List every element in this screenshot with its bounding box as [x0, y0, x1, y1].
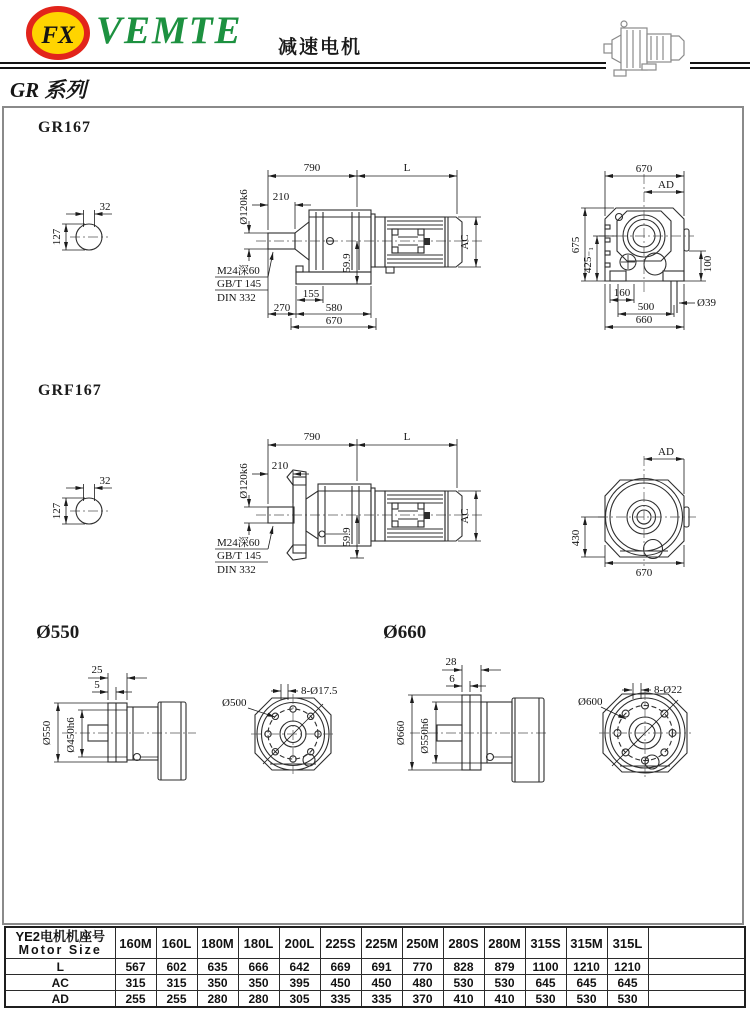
gr167-side-view — [215, 162, 484, 330]
table-cell: 645 — [607, 975, 648, 991]
table-cell: 255 — [115, 991, 156, 1008]
dim-label: 430 — [570, 529, 582, 547]
table-cell: 530 — [525, 991, 566, 1008]
dim-label: L — [403, 162, 411, 174]
table-cell: 350 — [197, 975, 238, 991]
table-cell: 879 — [484, 959, 525, 975]
column-header: 225M — [361, 927, 402, 959]
dim-label: 790 — [303, 162, 321, 174]
table-cell: 305 — [279, 991, 320, 1008]
series-label: GR 系列 — [10, 78, 87, 102]
standard-note: GB/T 145 — [217, 278, 262, 290]
dim-label: AC — [459, 508, 471, 524]
table-cell: 370 — [402, 991, 443, 1008]
grf167-rear-view — [570, 446, 696, 579]
dim-label: 100 — [702, 255, 714, 273]
table-cell: 410 — [484, 991, 525, 1008]
doc-title: 减速电机 — [278, 37, 363, 58]
column-header: 225S — [320, 927, 361, 959]
empty-cell — [648, 927, 745, 959]
column-header: 160M — [115, 927, 156, 959]
table-cell: 1210 — [566, 959, 607, 975]
motor-size-header — [5, 927, 115, 959]
table-row — [5, 991, 745, 1008]
dim-label: Ø600 — [578, 696, 603, 708]
f550-face-view — [222, 684, 338, 774]
dim-label: Ø660 — [395, 720, 407, 746]
table-cell: 1210 — [607, 959, 648, 975]
table-cell: 645 — [525, 975, 566, 991]
column-header: 280M — [484, 927, 525, 959]
dim-label: 580 — [325, 302, 343, 314]
column-header: 315S — [525, 927, 566, 959]
column-header: 160L — [156, 927, 197, 959]
column-header: 200L — [279, 927, 320, 959]
table-cell: 335 — [361, 991, 402, 1008]
dim-label: AD — [658, 446, 674, 458]
logo-monogram: FX — [41, 22, 75, 49]
dim-label: 670 — [635, 163, 653, 175]
dim-label: Ø550 — [41, 720, 53, 746]
table-cell: 335 — [320, 991, 361, 1008]
dim-label: L — [403, 431, 411, 443]
row-label: AC — [5, 975, 115, 991]
table-cell: 567 — [115, 959, 156, 975]
section-title-f660: Ø660 — [383, 622, 427, 643]
table-cell: 1100 — [525, 959, 566, 975]
table-cell: 480 — [402, 975, 443, 991]
dim-label: 59.9 — [341, 527, 353, 547]
table-cell: 395 — [279, 975, 320, 991]
dim-label: 500 — [637, 301, 655, 313]
column-header: 315L — [607, 927, 648, 959]
table-cell: 530 — [566, 991, 607, 1008]
table-cell: 642 — [279, 959, 320, 975]
section-title-gr167: GR167 — [38, 119, 91, 136]
table-cell: 315 — [115, 975, 156, 991]
f660-side-view — [395, 656, 548, 782]
dim-label: AD — [658, 179, 674, 191]
standard-note: DIN 332 — [217, 292, 256, 304]
dim-label: 6 — [449, 673, 455, 685]
dim-label: 8-Ø17.5 — [301, 685, 338, 697]
table-cell: 602 — [156, 959, 197, 975]
row-label: AD — [5, 991, 115, 1008]
dim-label: 675 — [570, 236, 582, 254]
motor-size-table — [4, 926, 746, 1008]
table-cell: 691 — [361, 959, 402, 975]
table-cell: 410 — [443, 991, 484, 1008]
column-header: 280S — [443, 927, 484, 959]
dim-label: 127 — [51, 228, 63, 246]
dim-label: Ø500 — [222, 697, 247, 709]
table-cell: 645 — [566, 975, 607, 991]
header-cn: YE2电机机座号 — [15, 928, 106, 944]
f660-face-view — [578, 683, 691, 778]
table-cell: 280 — [197, 991, 238, 1008]
dim-label: 160 — [613, 287, 631, 299]
dim-label: 790 — [303, 431, 321, 443]
grf167-shaft-section — [51, 475, 112, 524]
dim-label: 210 — [271, 460, 289, 472]
dim-label: 270 — [273, 302, 291, 314]
table-cell: 280 — [238, 991, 279, 1008]
dim-label: 25 — [91, 664, 103, 676]
empty-cell — [648, 959, 745, 975]
dim-label: 670 — [635, 567, 653, 579]
dim-label: 670 — [325, 315, 343, 327]
empty-cell — [648, 975, 745, 991]
dim-label: AC — [459, 234, 471, 250]
grf167-side-view — [215, 431, 484, 576]
gr167-shaft-section — [51, 201, 112, 250]
dim-label: 425₋₁ — [582, 246, 594, 274]
dim-label: 660 — [635, 314, 653, 326]
dim-label: 32 — [99, 201, 111, 213]
dim-label: 127 — [51, 502, 63, 520]
dim-label: 5 — [94, 679, 100, 691]
table-cell: 635 — [197, 959, 238, 975]
table-cell: 255 — [156, 991, 197, 1008]
dim-label: Ø550h6 — [419, 718, 431, 754]
dim-label: Ø450h6 — [65, 717, 77, 753]
table-cell: 530 — [443, 975, 484, 991]
table-cell: 530 — [607, 991, 648, 1008]
section-title-f550: Ø550 — [36, 622, 80, 643]
brand-name: VEMTE — [96, 9, 243, 52]
dim-label: 210 — [272, 191, 290, 203]
dim-label: Ø120k6 — [238, 189, 250, 225]
table-cell: 770 — [402, 959, 443, 975]
dim-label: 28 — [445, 656, 457, 668]
row-label: L — [5, 959, 115, 975]
empty-cell — [648, 991, 745, 1008]
table-cell: 669 — [320, 959, 361, 975]
dim-label: Ø120k6 — [238, 463, 250, 499]
table-cell: 666 — [238, 959, 279, 975]
dim-label: 155 — [302, 288, 320, 300]
column-header: 180M — [197, 927, 238, 959]
section-title-grf167: GRF167 — [38, 382, 102, 399]
header-en: Motor Size — [18, 942, 102, 957]
table-cell: 530 — [484, 975, 525, 991]
gr167-rear-view — [570, 163, 716, 330]
column-header: 250M — [402, 927, 443, 959]
table-row — [5, 959, 745, 975]
table-cell: 828 — [443, 959, 484, 975]
column-header: 315M — [566, 927, 607, 959]
table-cell: 350 — [238, 975, 279, 991]
column-header: 180L — [238, 927, 279, 959]
dim-label: 59.9 — [341, 253, 353, 273]
dim-label: 8-Ø22 — [654, 684, 683, 696]
dim-label: Ø39 — [697, 297, 716, 309]
standard-note: DIN 332 — [217, 564, 256, 576]
table-cell: 450 — [361, 975, 402, 991]
table-cell: 450 — [320, 975, 361, 991]
table-cell: 315 — [156, 975, 197, 991]
table-row — [5, 975, 745, 991]
thread-note: M24深60 — [217, 265, 260, 277]
standard-note: GB/T 145 — [217, 550, 262, 562]
f550-side-view — [41, 664, 196, 780]
thread-note: M24深60 — [217, 537, 260, 549]
dim-label: 32 — [99, 475, 111, 487]
